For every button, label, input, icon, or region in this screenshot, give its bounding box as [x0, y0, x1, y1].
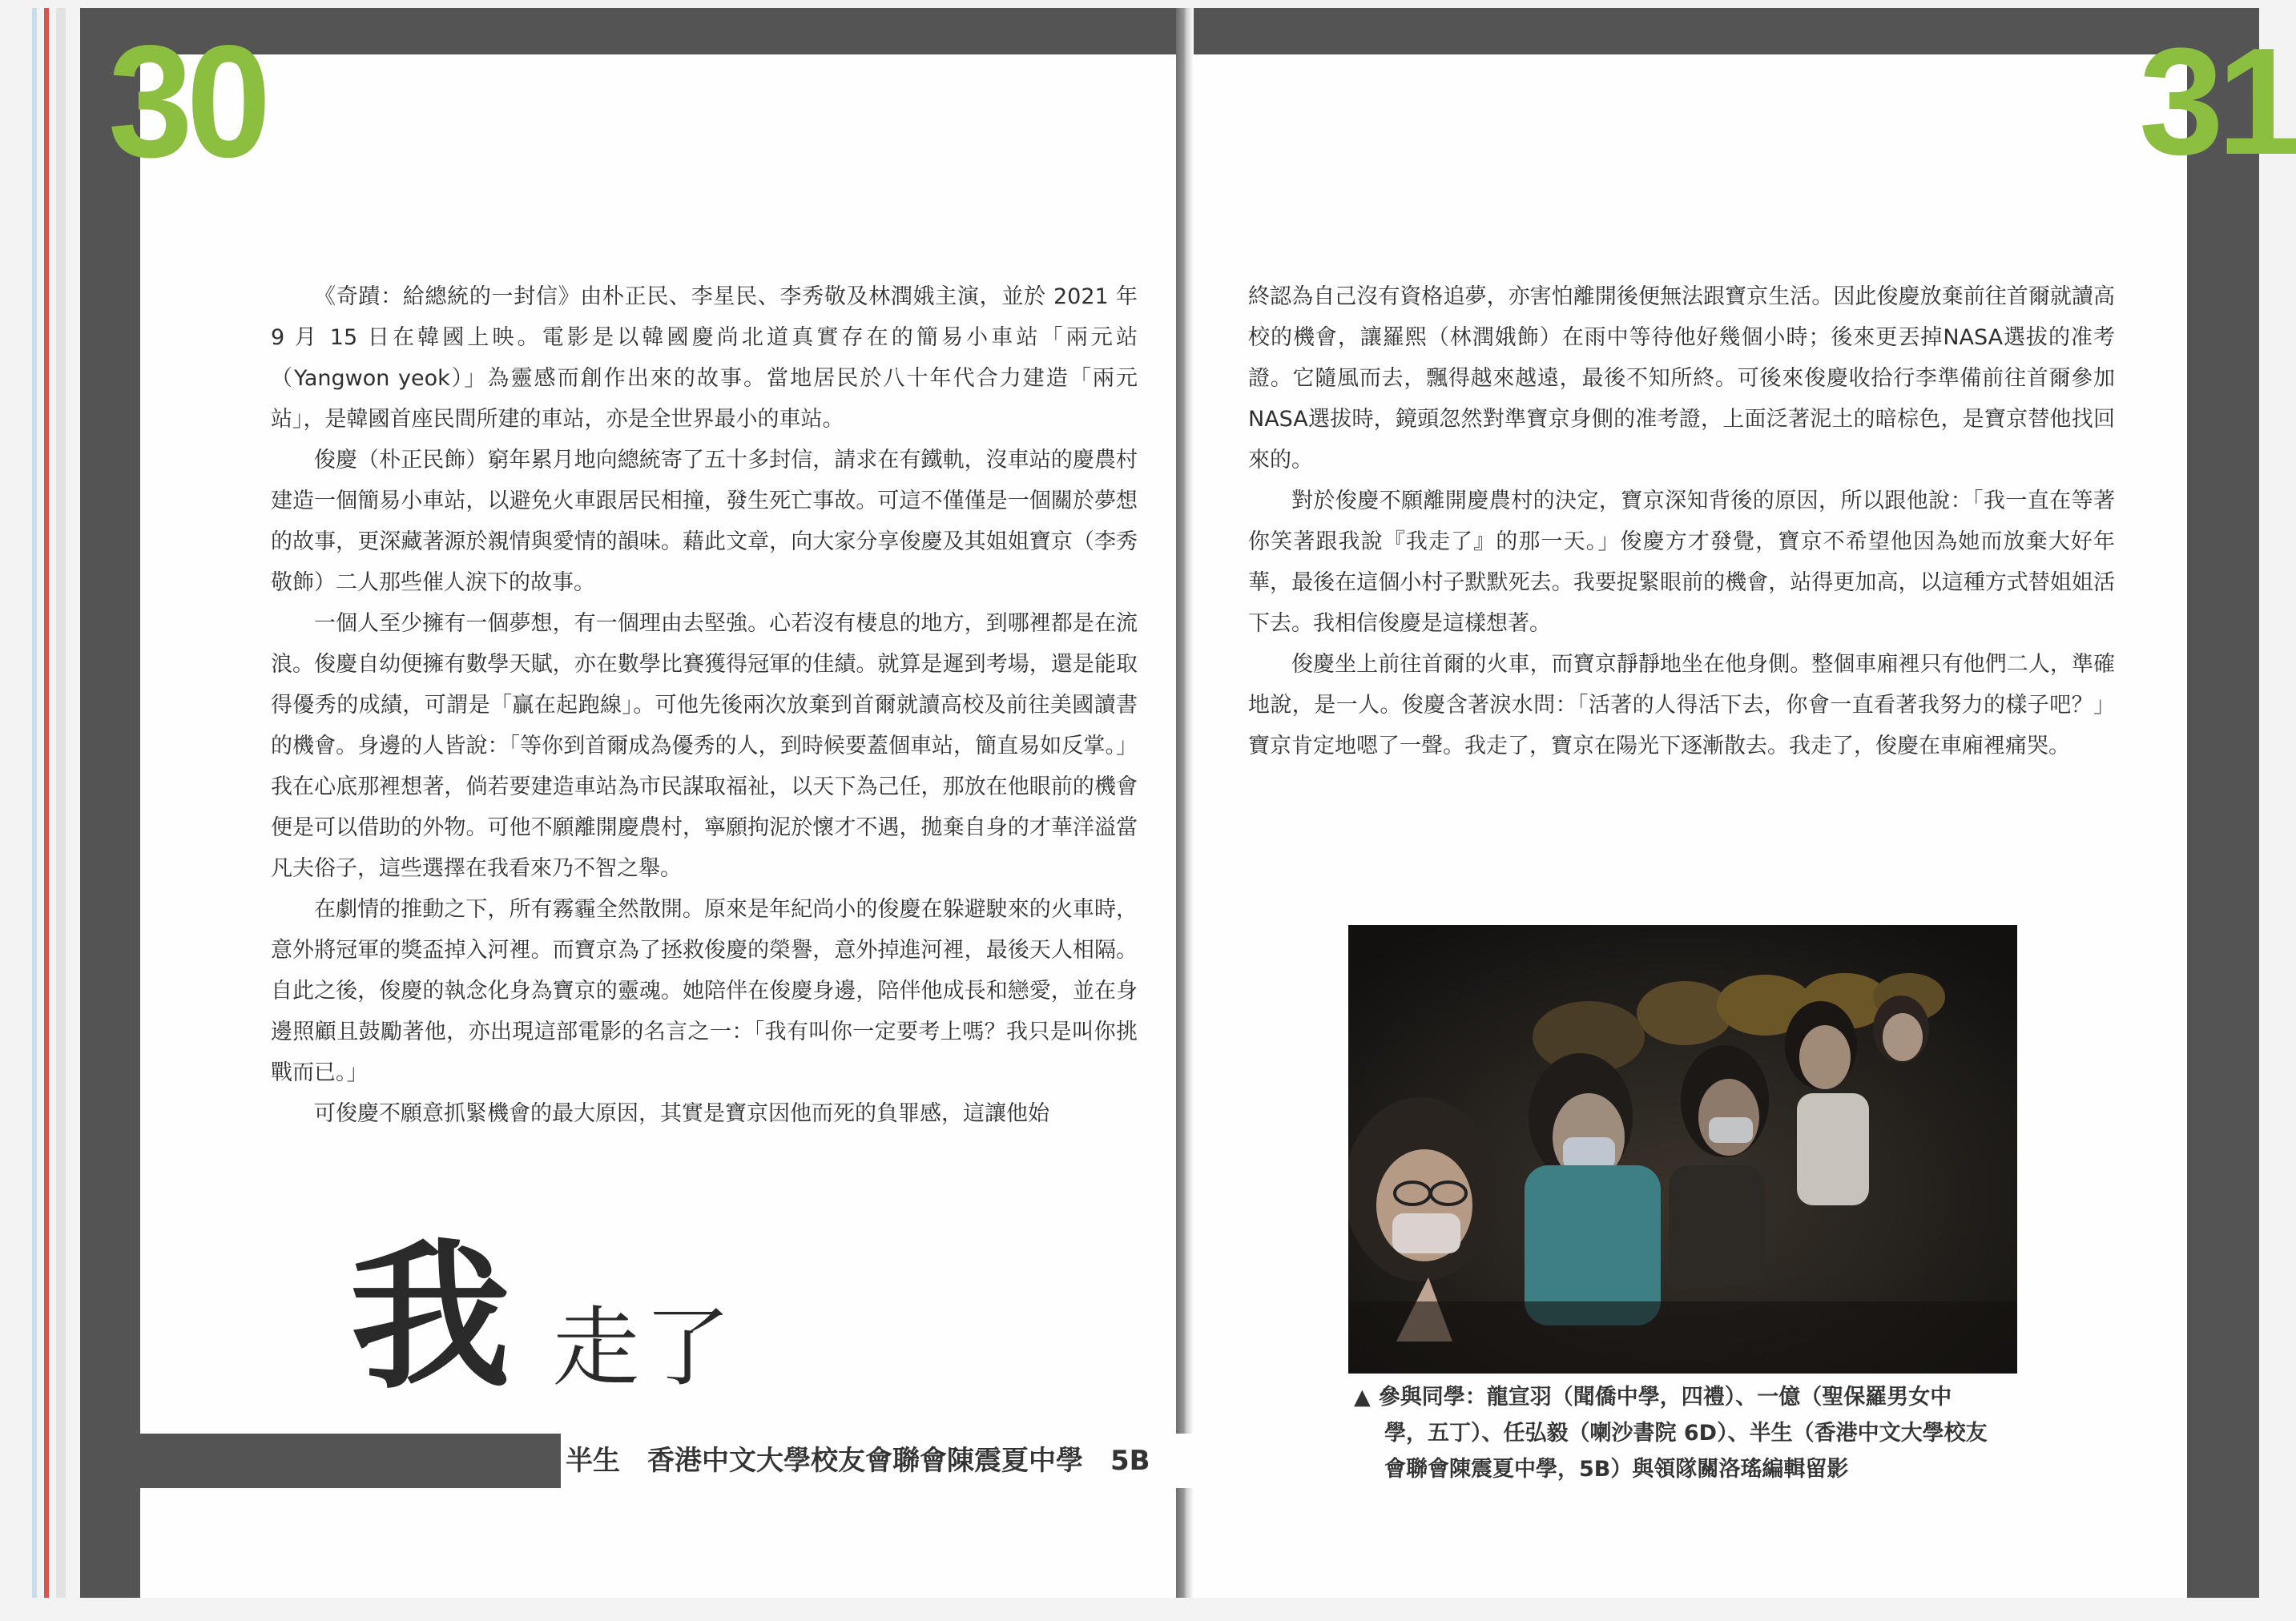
page-edge: [56, 8, 66, 1598]
group-photo: [1348, 925, 2017, 1374]
left-article-column: [271, 276, 1138, 1134]
caption-line: 參與同學：龍宣羽（聞僑中學，四禮）、一億（聖保羅男女中: [1378, 1385, 1952, 1410]
author-byline: 半生 香港中文大學校友會聯會陳震夏中學 5B: [566, 1445, 1150, 1477]
paragraph: 俊慶（朴正民飾）窮年累月地向總統寄了五十多封信，請求在有鐵軌，沒車站的慶農村建造一個簡易小車站，以避免火車跟居民相撞，發生死亡事故。可這不僅僅是一個關於夢想的故事，更深藏著源於親情與愛情的韻味。藉此文章，向大家分享俊慶及其姐姐寶京（李秀敬飾）二人那些催人淚下的故事。: [271, 448, 1138, 595]
triangle-marker-icon: ▲: [1354, 1385, 1371, 1410]
paragraph: 一個人至少擁有一個夢想，有一個理由去堅強。心若沒有棲息的地方，到哪裡都是在流浪。俊慶自幼便擁有數學天賦，亦在數學比賽獲得冠軍的佳績。就算是遲到考場，還是能取得優秀的成績，可謂是「贏在起跑線」。可他先後兩次放棄到首爾就讀高校及前往美國讀書的機會。身邊的人皆說：「等你到首爾成為優秀的人，到時候要蓋個車站，簡直易如反掌。」我在心底那裡想著，倘若要建造車站為市民謀取福祉，以天下為己任，那放在他眼前的機會便是可以借助的外物。可他不願離開慶農村，寧願拘泥於懷才不遇，拋棄自身的才華洋溢當凡夫俗子，這些選擇在我看來乃不智之舉。: [271, 611, 1138, 881]
right-article-column: [1248, 276, 2115, 766]
cinema-selfie-image: [1348, 925, 2017, 1374]
book-gutter: [1176, 8, 1194, 1598]
page-number-right: 31: [2139, 17, 2296, 187]
page-number-left: 30: [108, 12, 265, 191]
paragraph: 《奇蹟：給總統的一封信》由朴正民、李星民、李秀敬及林潤娥主演，並於 2021 年 9 月 15 日在韓國上映。電影是以韓國慶尚北道真實存在的簡易小車站「兩元站（Yangwon yeok）」為靈感而創作出來的故事。當地居民於八十年代合力建造「兩元站」，是韓國首座民間所建的車站，亦是全世界最小的車站。: [271, 284, 1138, 432]
photo-caption: [1354, 1379, 2027, 1487]
article-title-rest: 走了: [553, 1298, 736, 1398]
paragraph: 終認為自己沒有資格追夢，亦害怕離開後便無法跟寶京生活。因此俊慶放棄前往首爾就讀高校的機會，讓羅熙（林潤娥飾）在雨中等待他好幾個小時；後來更丟掉NASA選拔的准考證。它隨風而去，飄得越來越遠，最後不知所終。可後來俊慶收拾行李準備前往首爾參加NASA選拔時，鏡頭忽然對準寶京身側的准考證，上面泛著泥土的暗棕色，是寶京替他找回來的。: [1248, 284, 2115, 473]
paragraph: 俊慶坐上前往首爾的火車，而寶京靜靜地坐在他身側。整個車廂裡只有他們二人，準確地說，是一人。俊慶含著淚水問：「活著的人得活下去，你會一直看著我努力的樣子吧？」寶京肯定地嗯了一聲。我走了，寶京在陽光下逐漸散去。我走了，俊慶在車廂裡痛哭。: [1248, 652, 2115, 758]
paragraph: 可俊慶不願意抓緊機會的最大原因，其實是寶京因他而死的負罪感，這讓他始: [314, 1101, 1049, 1126]
paragraph: 在劇情的推動之下，所有霧霾全然散開。原來是年紀尚小的俊慶在躲避駛來的火車時，意外將冠軍的獎盃掉入河裡。而寶京為了拯救俊慶的榮譽，意外掉進河裡，最後天人相隔。自此之後，俊慶的執念化身為寶京的靈魂。她陪伴在俊慶身邊，陪伴他成長和戀愛，並在身邊照顧且鼓勵著他，亦出現這部電影的名言之一：「我有叫你一定要考上嗎？我只是叫你挑戰而已。」: [271, 897, 1138, 1085]
paragraph: 對於俊慶不願離開慶農村的決定，寶京深知背後的原因，所以跟他說：「我一直在等著你笑著跟我說『我走了』的那一天。」俊慶方才發覺，寶京不希望他因為她而放棄大好年華，最後在這個小村子默默死去。我要捉緊眼前的機會，站得更加高，以這種方式替姐姐活下去。我相信俊慶是這樣想著。: [1248, 489, 2115, 636]
page-edge: [32, 8, 37, 1598]
page-edge: [44, 8, 49, 1598]
title-notch: [140, 1434, 561, 1488]
article-title-main: 我: [350, 1223, 511, 1411]
caption-line: 學，五丁）、任弘毅（喇沙書院 6D）、半生（香港中文大學校友: [1384, 1421, 1988, 1446]
caption-line: 會聯會陳震夏中學，5B）與領隊關洛瑤編輯留影: [1384, 1457, 1849, 1482]
